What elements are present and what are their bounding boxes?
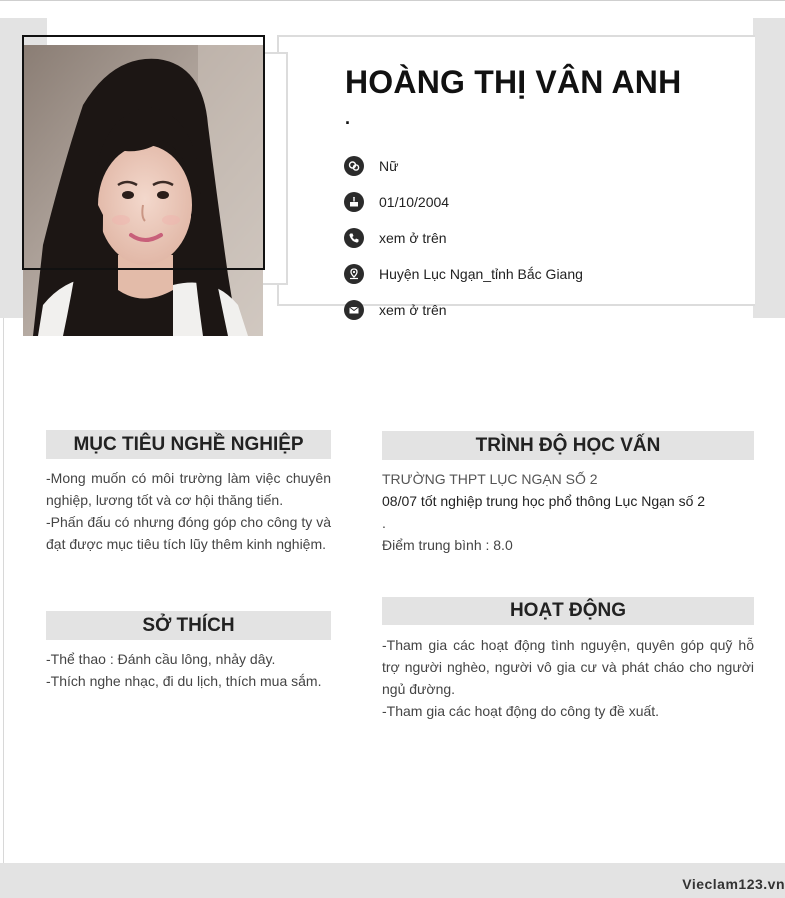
photo-outline [22,35,265,270]
activities-body [382,634,754,722]
top-border [0,0,785,1]
contact-gender [344,148,744,184]
objective-line: -Phấn đấu có nhưng đóng góp cho công ty và đạt được mục tiêu tích lũy thêm kinh nghiệm. [46,514,331,552]
contact-email [344,292,744,328]
education-note: . [382,515,386,531]
footer-bar [0,863,785,898]
education-school: TRƯỜNG THPT LỤC NGẠN SỐ 2 [382,471,598,487]
page-left-border [3,318,4,863]
hobby-line: -Thể thao : Đánh cầu lông, nhảy dây. [46,651,276,667]
location-icon [344,264,364,284]
objective-title: MỤC TIÊU NGHỀ NGHIỆP [46,430,331,459]
phone-value: xem ở trên [379,230,447,246]
birthday-value: 01/10/2004 [379,194,450,210]
education-detail: 08/07 tốt nghiệp trung học phổ thông Lục Ngạn số 2 [382,493,706,509]
contact-address [344,256,744,292]
header-strip-right [753,18,785,318]
gender-icon [344,156,364,176]
activities-title: HOẠT ĐỘNG [382,597,754,625]
candidate-subtitle: . [345,108,351,128]
footer-brand[interactable]: Vieclam123.vn [682,876,785,892]
objective-body [46,467,331,555]
activity-line: -Tham gia các hoạt động do công ty đề xuất. [382,703,660,719]
objective-line: -Mong muốn có môi trường làm việc chuyên nghiệp, lương tốt và cơ hội thăng tiến. [46,470,331,508]
contact-phone [344,220,744,256]
contact-birthday [344,184,744,220]
hobbies-body [46,648,336,692]
education-title: TRÌNH ĐỘ HỌC VẤN [382,431,754,460]
education-gpa: Điểm trung bình : 8.0 [382,537,513,553]
address-value: Huyện Lục Ngạn_tỉnh Bắc Giang [379,266,583,282]
phone-icon [344,228,364,248]
email-value: xem ở trên [379,302,447,318]
hobbies-title: SỞ THÍCH [46,611,331,640]
activity-line: -Tham gia các hoạt động tình nguyện, quyên góp quỹ hỗ trợ người nghèo, người vô gia cư và phát cháo cho người ngủ đường. [382,637,754,697]
email-icon [344,300,364,320]
hobby-line: -Thích nghe nhạc, đi du lịch, thích mua sắm. [46,673,322,689]
candidate-name: HOÀNG THỊ VÂN ANH [345,64,682,100]
contact-list [344,148,744,328]
gender-value: Nữ [379,158,399,174]
education-body [382,468,754,556]
cake-icon [344,192,364,212]
